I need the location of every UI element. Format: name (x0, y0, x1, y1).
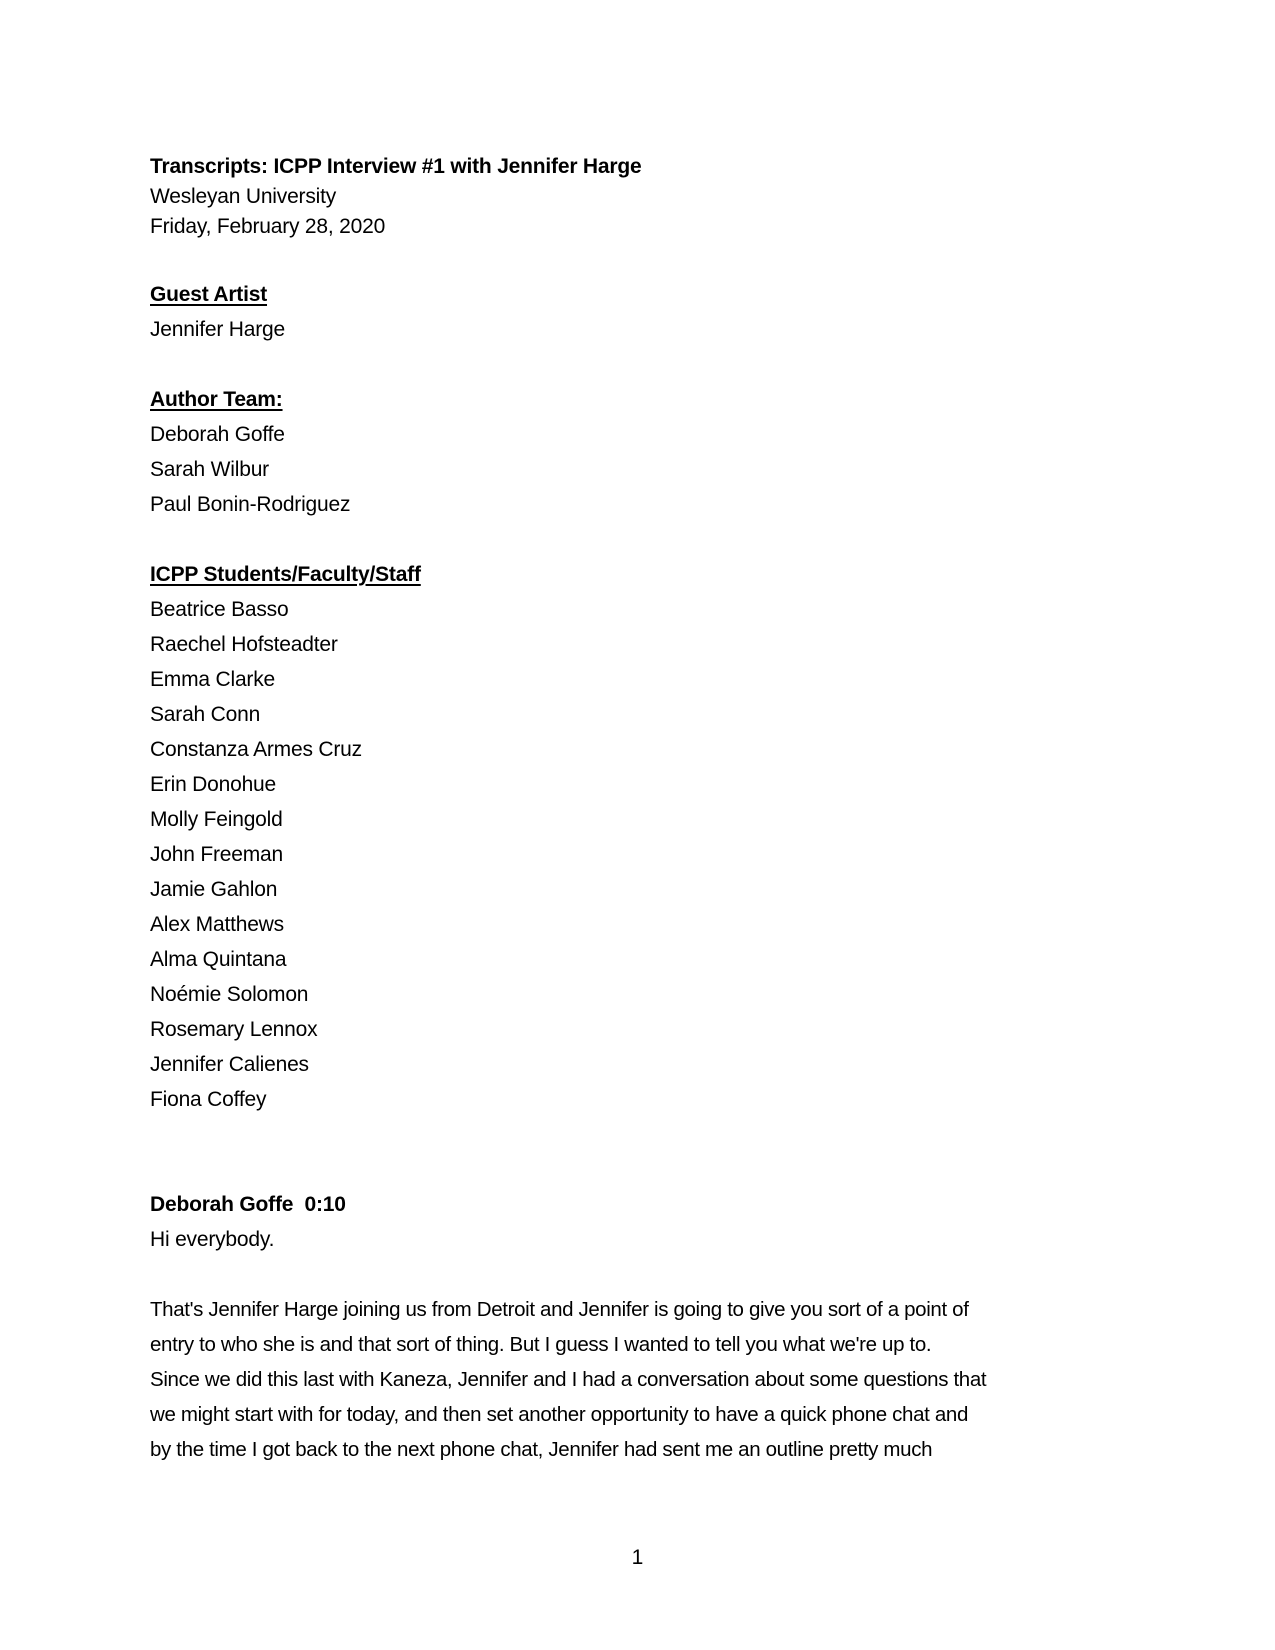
document-title: Transcripts: ICPP Interview #1 with Jennifer Harge (150, 155, 642, 178)
participant-name: John Freeman (150, 843, 284, 866)
speaker-timestamp: 0:10 (304, 1193, 346, 1216)
paragraph-line: That's Jennifer Harge joining us from Detroit and Jennifer is going to give you sort of a point of (150, 1298, 969, 1321)
participant-name: Sarah Conn (150, 703, 261, 726)
paragraph-line: we might start with for today, and then set another opportunity to have a quick phone chat and (150, 1403, 969, 1426)
participant-name: Jennifer Calienes (150, 1053, 309, 1076)
icpp-heading: ICPP Students/Faculty/Staff (150, 563, 421, 586)
guest-artist-section (150, 277, 1130, 347)
author-team-heading: Author Team: (150, 388, 283, 411)
participant-name: Constanza Armes Cruz (150, 738, 362, 761)
participant-name: Fiona Coffey (150, 1088, 267, 1111)
guest-artist-name: Jennifer Harge (150, 318, 285, 341)
paragraph-line: by the time I got back to the next phone chat, Jennifer had sent me an outline pretty much (150, 1438, 933, 1461)
utterance-greeting: Hi everybody. (150, 1228, 275, 1251)
paragraph-line: Since we did this last with Kaneza, Jennifer and I had a conversation about some questions that (150, 1368, 987, 1391)
institution: Wesleyan University (150, 185, 337, 208)
icpp-section (150, 557, 1130, 1117)
author-name: Deborah Goffe (150, 423, 285, 446)
participant-name: Alma Quintana (150, 948, 287, 971)
guest-artist-heading: Guest Artist (150, 283, 268, 306)
participant-name: Raechel Hofsteadter (150, 633, 338, 656)
transcript-entry (150, 1187, 1130, 1467)
speaker-heading (150, 1187, 1130, 1222)
utterance-paragraph (150, 1292, 1130, 1467)
participant-name: Emma Clarke (150, 668, 275, 691)
page-number: 1 (631, 1546, 644, 1569)
author-team-section (150, 382, 1130, 522)
participant-name: Beatrice Basso (150, 598, 289, 621)
page-content (150, 152, 1130, 1467)
paragraph-line: entry to who she is and that sort of thing. But I guess I wanted to tell you what we're up to. (150, 1333, 932, 1356)
participant-name: Alex Matthews (150, 913, 284, 936)
speaker-name: Deborah Goffe (150, 1193, 294, 1216)
participant-name: Jamie Gahlon (150, 878, 278, 901)
participant-name: Molly Feingold (150, 808, 283, 831)
participant-name: Noémie Solomon (150, 983, 309, 1006)
document-header (150, 152, 1130, 242)
author-name: Sarah Wilbur (150, 458, 269, 481)
author-name: Paul Bonin-Rodriguez (150, 493, 351, 516)
document-date: Friday, February 28, 2020 (150, 215, 386, 238)
participant-name: Erin Donohue (150, 773, 277, 796)
participant-name: Rosemary Lennox (150, 1018, 318, 1041)
